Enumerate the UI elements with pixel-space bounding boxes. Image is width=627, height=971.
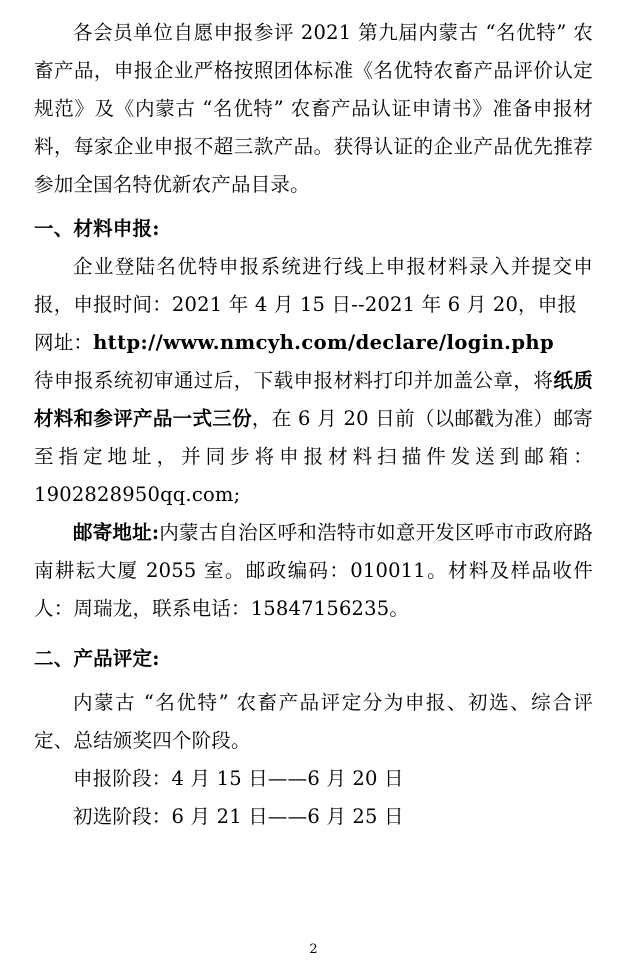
declaration-url-line (34, 324, 593, 362)
paragraph-2-part-a: 待申报系统初审通过后，下载申报材料打印并加盖公章，将 (34, 369, 554, 392)
paragraph-2-part-b: ，在 6 月 20 日前（以邮戳为准）邮寄至指定地址，并同步将申报材料扫描件发送到邮箱： (34, 407, 594, 468)
section-1-paragraph-1-text: 企业登陆名优特申报系统进行线上申报材料录入并提交申报，申报时间：2021 年 4 月 15 日--2021 年 6 月 20，申报 (34, 255, 593, 316)
page-number: 2 (309, 942, 318, 957)
mailing-address-text: 内蒙古自治区呼和浩特市如意开发区呼市市政府路南耕耘大厦 2055 室。邮政编码：010011。材料及样品收件人：周瑞龙，联系电话：15847156235。 (34, 521, 593, 620)
spacer (34, 628, 593, 640)
declaration-url[interactable]: http://www.nmcyh.com/declare/login.php (93, 331, 555, 354)
paragraph-2-emphasis: 纸质材料和参评产品一式三份 (34, 369, 594, 430)
stage-preselection: 初选阶段：6 月 21 日——6 月 25 日 (73, 805, 404, 828)
url-label: 网址： (34, 331, 94, 354)
contact-email[interactable]: 1902828950qq.com; (34, 483, 241, 506)
intro-paragraph: 各会员单位自愿申报参评 2021 第九届内蒙古 “名优特” 农畜产品，申报企业严格按照团体标准《名优特农畜产品评价认定规范》及《内蒙古 “名优特” 农畜产品认证申请书》准备申报材料，每家企业申报不超三款产品。获得认证的企业产品优先推荐参加全国名特优新农产品目录。 (34, 21, 593, 196)
mailing-address-label: 邮寄地址: (73, 521, 160, 544)
section-2-heading: 二、产品评定: (34, 647, 160, 670)
section-1-paragraph-2 (34, 362, 593, 514)
section-2-paragraph-1: 内蒙古 “名优特” 农畜产品评定分为申报、初选、综合评定、总结颁奖四个阶段。 (34, 691, 593, 752)
section-1-paragraph-3 (34, 514, 593, 628)
section-1-paragraph-1 (34, 248, 593, 324)
section-1-heading: 一、材料申报: (34, 217, 160, 240)
stage-declaration: 申报阶段：4 月 15 日——6 月 20 日 (73, 767, 404, 790)
